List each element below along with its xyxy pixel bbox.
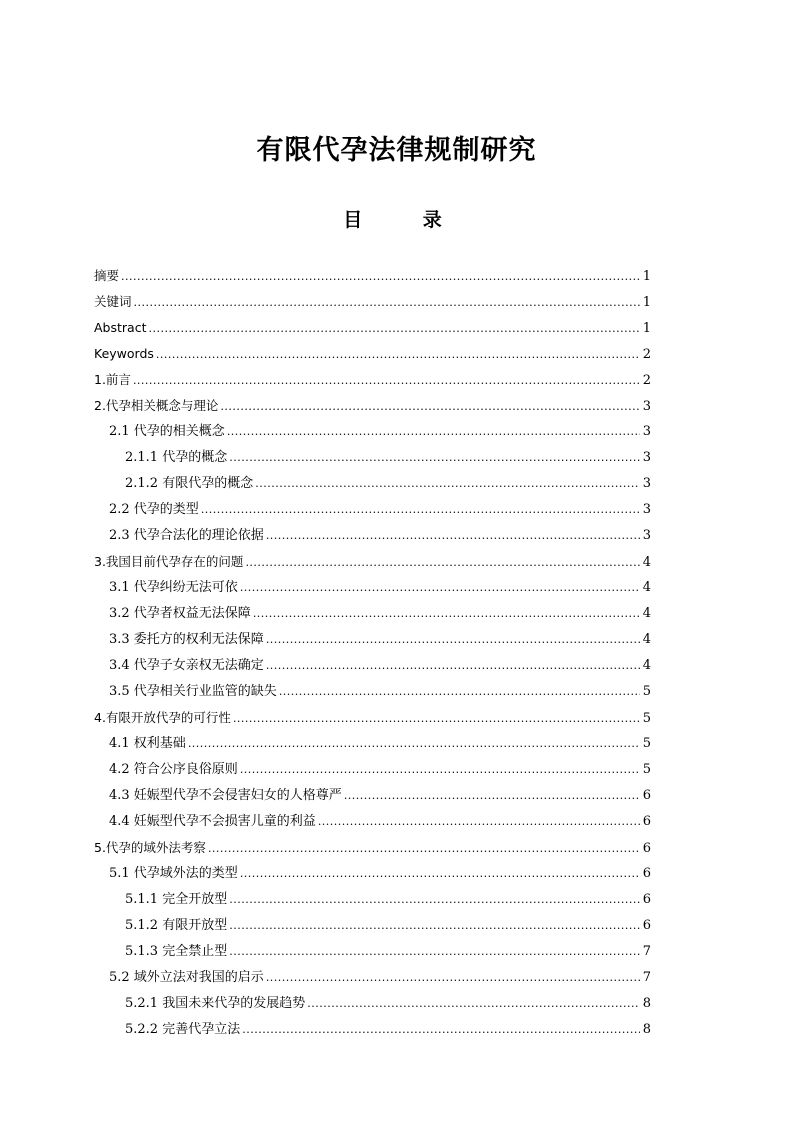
toc-entry-page-number: 2 <box>642 347 651 362</box>
toc-entry-label: 2.3 代孕合法化的理论依据 <box>109 528 264 543</box>
toc-entry-page-number: 4 <box>642 632 651 647</box>
toc-entry-page-number: 8 <box>642 996 651 1011</box>
toc-entry-page-number: 4 <box>642 658 651 673</box>
toc-entry[interactable] <box>94 341 651 367</box>
toc-entry-label: 3.2 代孕者权益无法保障 <box>109 606 251 621</box>
toc-entry[interactable] <box>94 471 651 497</box>
toc-entry-page-number: 8 <box>642 1022 651 1037</box>
toc-entry[interactable] <box>94 523 651 549</box>
toc-entry-label: Keywords <box>94 346 154 361</box>
toc-entry-label: 4.4 妊娠型代孕不会损害儿童的利益 <box>109 814 316 829</box>
toc-entry[interactable] <box>94 627 651 653</box>
toc-leader-dots <box>201 497 640 523</box>
toc-entry-label: 5.2 域外立法对我国的启示 <box>109 970 264 985</box>
toc-entry[interactable] <box>94 861 651 887</box>
toc-leader-dots <box>266 523 640 549</box>
toc-entry-page-number: 6 <box>642 841 651 856</box>
toc-entry-page-number: 1 <box>642 295 651 310</box>
toc-entry-page-number: 5 <box>642 736 651 751</box>
toc-heading: 目 录 <box>343 209 460 231</box>
toc-leader-dots <box>148 316 640 341</box>
toc-leader-dots <box>229 913 640 939</box>
toc-entry-page-number: 1 <box>642 321 651 336</box>
toc-leader-dots <box>242 1017 640 1043</box>
toc-leader-dots <box>233 706 640 731</box>
toc-entry-label: 2.1.1 代孕的概念 <box>125 450 228 465</box>
toc-entry-page-number: 4 <box>642 580 651 595</box>
toc-entry-page-number: 3 <box>642 476 651 491</box>
toc-entry[interactable] <box>94 783 651 809</box>
toc-leader-dots <box>229 445 640 471</box>
toc-leader-dots <box>134 290 640 315</box>
toc-entry-page-number: 5 <box>642 684 651 699</box>
toc-leader-dots <box>255 471 640 497</box>
toc-entry-label: 3.5 代孕相关行业监管的缺失 <box>109 684 277 699</box>
toc-entry-page-number: 6 <box>642 866 651 881</box>
toc-entry-page-number: 4 <box>642 606 651 621</box>
document-title: 有限代孕法律规制研究 <box>256 135 537 166</box>
toc-entry[interactable] <box>94 965 651 991</box>
toc-leader-dots <box>133 368 640 393</box>
toc-entry-label: 5.2.2 完善代孕立法 <box>125 1022 241 1037</box>
table-of-contents <box>94 263 651 1043</box>
toc-leader-dots <box>240 757 640 783</box>
toc-entry[interactable] <box>94 419 651 445</box>
toc-entry-label: 3.3 委托方的权利无法保障 <box>109 632 264 647</box>
toc-entry-page-number: 7 <box>642 970 651 985</box>
toc-entry-label: 摘要 <box>94 268 120 283</box>
toc-entry-page-number: 3 <box>642 399 651 414</box>
toc-entry[interactable] <box>94 367 651 393</box>
toc-entry-label: 5.2.1 我国未来代孕的发展趋势 <box>125 996 306 1011</box>
toc-entry-label: Abstract <box>94 320 147 335</box>
toc-entry-label: 4.1 权利基础 <box>109 736 186 751</box>
toc-leader-dots <box>266 965 640 991</box>
toc-leader-dots <box>220 394 640 419</box>
toc-entry-page-number: 2 <box>642 373 651 388</box>
toc-entry[interactable] <box>94 575 651 601</box>
toc-entry-label: 2.2 代孕的类型 <box>109 502 199 517</box>
toc-entry-label: 2.代孕相关概念与理论 <box>94 398 219 413</box>
toc-entry[interactable] <box>94 913 651 939</box>
toc-leader-dots <box>344 783 640 809</box>
toc-entry-page-number: 3 <box>642 450 651 465</box>
toc-entry-label: 5.1.1 完全开放型 <box>125 892 228 907</box>
toc-entry-page-number: 3 <box>642 502 651 517</box>
toc-entry-label: 3.1 代孕纠纷无法可依 <box>109 580 238 595</box>
toc-entry-page-number: 7 <box>642 944 651 959</box>
toc-entry[interactable] <box>94 991 651 1017</box>
toc-entry-page-number: 4 <box>642 555 651 570</box>
toc-entry-page-number: 6 <box>642 918 651 933</box>
toc-entry[interactable] <box>94 679 651 705</box>
toc-entry[interactable] <box>94 1017 651 1043</box>
toc-entry[interactable] <box>94 497 651 523</box>
toc-entry-label: 关键词 <box>94 294 132 309</box>
toc-leader-dots <box>121 264 640 289</box>
toc-entry-page-number: 5 <box>642 762 651 777</box>
toc-leader-dots <box>229 887 640 913</box>
toc-leader-dots <box>229 939 640 965</box>
toc-entry[interactable] <box>94 315 651 341</box>
toc-entry-label: 3.我国目前代孕存在的问题 <box>94 554 244 569</box>
toc-entry[interactable] <box>94 653 651 679</box>
toc-entry-label: 4.3 妊娠型代孕不会侵害妇女的人格尊严 <box>109 788 342 803</box>
toc-entry-page-number: 6 <box>642 892 651 907</box>
toc-entry-label: 3.4 代孕子女亲权无法确定 <box>109 658 264 673</box>
toc-entry[interactable] <box>94 731 651 757</box>
toc-entry[interactable] <box>94 263 651 289</box>
toc-entry[interactable] <box>94 445 651 471</box>
toc-entry-label: 5.1 代孕域外法的类型 <box>109 866 238 881</box>
toc-leader-dots <box>227 419 640 445</box>
toc-leader-dots <box>245 550 640 575</box>
toc-leader-dots <box>188 731 640 757</box>
toc-entry[interactable] <box>94 601 651 627</box>
toc-entry[interactable] <box>94 705 651 731</box>
toc-entry[interactable] <box>94 939 651 965</box>
toc-entry-label: 4.有限开放代孕的可行性 <box>94 710 231 725</box>
toc-entry-label: 2.1.2 有限代孕的概念 <box>125 476 254 491</box>
toc-entry[interactable] <box>94 393 651 419</box>
toc-entry-label: 5.代孕的域外法考察 <box>94 840 206 855</box>
toc-leader-dots <box>156 342 640 367</box>
toc-entry-page-number: 3 <box>642 424 651 439</box>
toc-entry-label: 1.前言 <box>94 372 131 387</box>
toc-entry[interactable] <box>94 809 651 835</box>
toc-entry[interactable] <box>94 887 651 913</box>
toc-entry[interactable] <box>94 757 651 783</box>
toc-entry-page-number: 1 <box>642 269 651 284</box>
toc-leader-dots <box>279 679 640 705</box>
toc-entry-label: 5.1.3 完全禁止型 <box>125 944 228 959</box>
toc-entry[interactable] <box>94 549 651 575</box>
toc-leader-dots <box>240 861 640 887</box>
toc-entry-label: 5.1.2 有限开放型 <box>125 918 228 933</box>
toc-entry-page-number: 5 <box>642 711 651 726</box>
toc-leader-dots <box>266 653 640 679</box>
toc-leader-dots <box>208 836 640 861</box>
toc-entry-page-number: 6 <box>642 788 651 803</box>
toc-leader-dots <box>240 575 640 601</box>
toc-leader-dots <box>307 991 640 1017</box>
toc-entry[interactable] <box>94 835 651 861</box>
toc-entry-page-number: 6 <box>642 814 651 829</box>
toc-leader-dots <box>318 809 640 835</box>
toc-entry[interactable] <box>94 289 651 315</box>
toc-entry-label: 2.1 代孕的相关概念 <box>109 424 225 439</box>
toc-entry-label: 4.2 符合公序良俗原则 <box>109 762 238 777</box>
toc-leader-dots <box>253 601 640 627</box>
toc-leader-dots <box>266 627 640 653</box>
toc-entry-page-number: 3 <box>642 528 651 543</box>
